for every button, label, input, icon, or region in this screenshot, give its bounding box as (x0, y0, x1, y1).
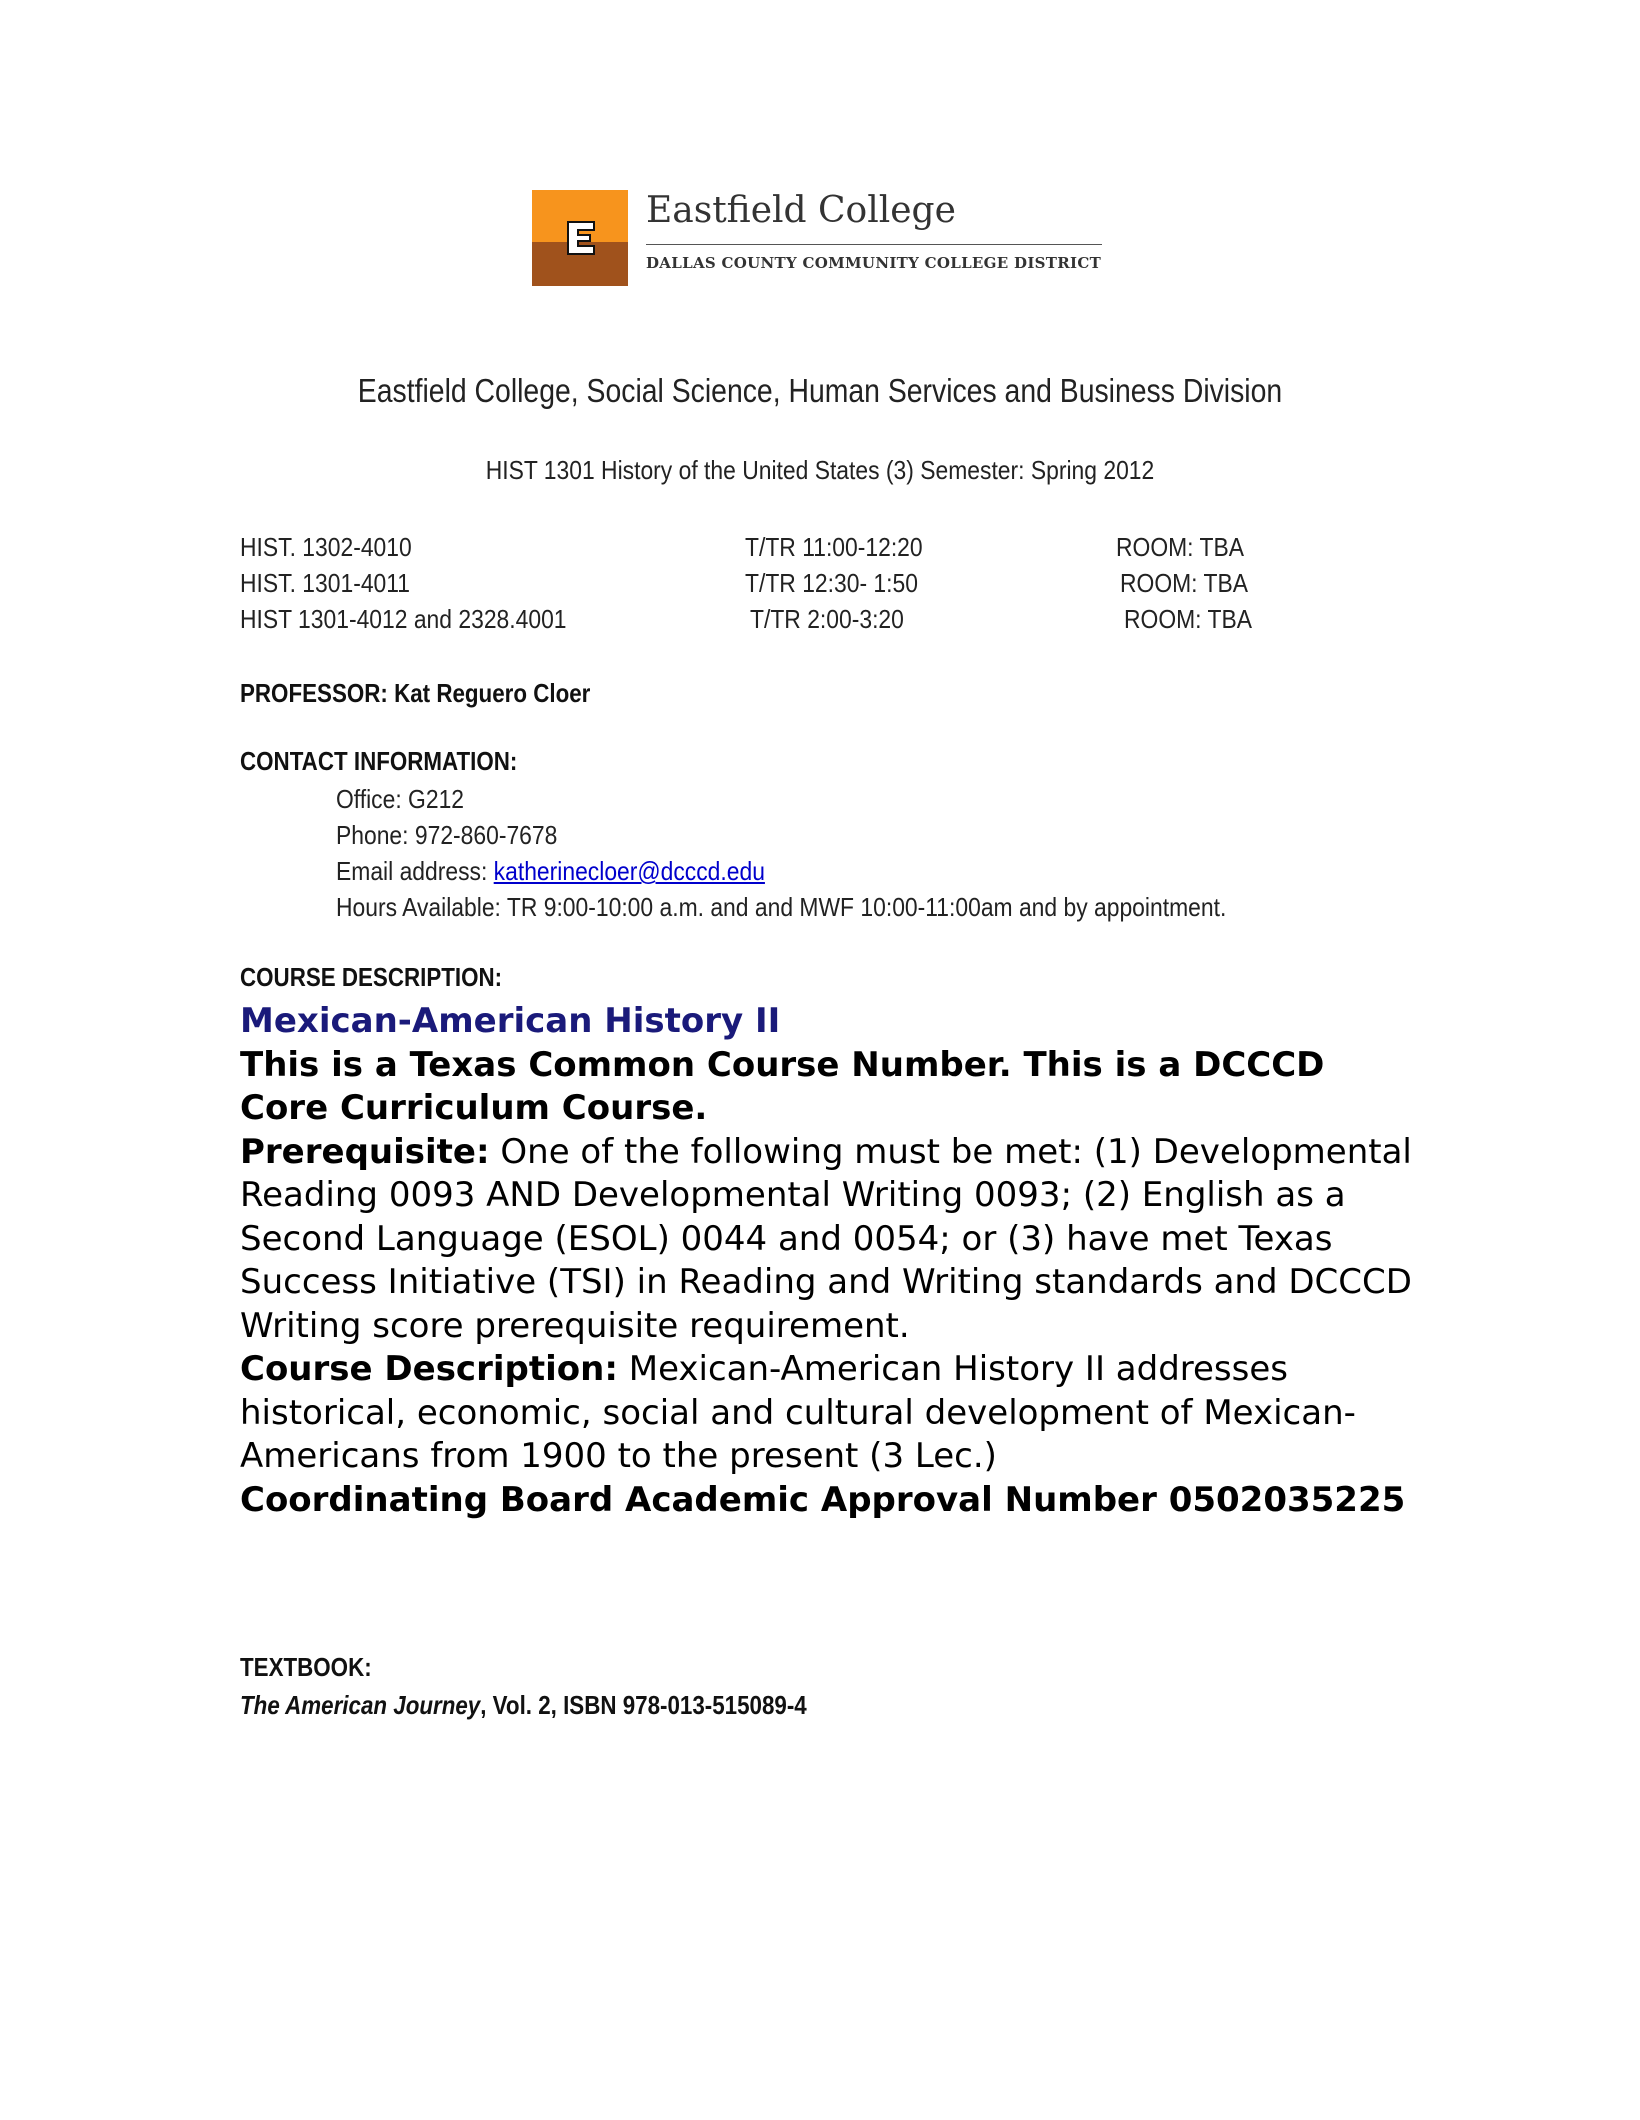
logo-district: DALLAS COUNTY COMMUNITY COLLEGE DISTRICT (646, 254, 1102, 272)
textbook-heading: TEXTBOOK: (240, 1652, 372, 1682)
section-schedule (240, 532, 1340, 640)
logo-name: Eastfield College (646, 190, 956, 231)
section-course: HIST 1301-4012 and 2328.4001 (240, 604, 567, 634)
course-semester-line: HIST 1301 History of the United States (3) Semester: Spring 2012 (485, 455, 1155, 485)
logo-divider (646, 244, 1102, 245)
email-line (336, 856, 1226, 892)
section-room: ROOM: TBA (1124, 604, 1252, 634)
section-room: ROOM: TBA (1120, 568, 1248, 598)
section-course: HIST. 1301-4011 (240, 568, 411, 598)
logo-mark-icon (532, 190, 628, 286)
prerequisite (240, 1131, 1420, 1349)
course-description-body (240, 1000, 1420, 1522)
prerequisite-text: One of the following must be met: (1) Developmental Reading 0093 AND Developmental Writing 0093; (2) English as a Second Language (ESOL) 0044 and 0054; or (3) have met Texas Success Initiative (TSI) in Reading and Writing standards and DCCCD Writing score prerequisite requirement. (240, 1131, 1412, 1346)
professor-line (240, 678, 590, 709)
course-title: Mexican-American History II (240, 1001, 781, 1041)
section-course: HIST. 1302-4010 (240, 532, 412, 562)
textbook-details: , Vol. 2, ISBN 978-013-515089-4 (480, 1690, 807, 1720)
course-description-heading: COURSE DESCRIPTION: (240, 962, 503, 992)
section-row (240, 604, 1340, 640)
description (240, 1348, 1420, 1479)
textbook-title: The American Journey (240, 1690, 481, 1720)
office: Office: G212 (336, 784, 465, 814)
textbook-line (240, 1690, 807, 1721)
section-row (240, 532, 1340, 568)
phone: Phone: 972-860-7678 (336, 820, 558, 850)
approval-number: Coordinating Board Academic Approval Number 0502035225 (240, 1479, 1406, 1520)
logo-e-glyph-icon (560, 218, 600, 258)
contact-info (336, 784, 1348, 928)
professor-name: Kat Reguero Cloer (394, 678, 591, 708)
division-title: Eastfield College, Social Science, Human Services and Business Division (357, 372, 1283, 409)
section-time: T/TR 2:00-3:20 (750, 604, 904, 634)
email-label: Email address: (336, 856, 494, 886)
section-time: T/TR 12:30- 1:50 (745, 568, 918, 598)
college-logo (532, 190, 1102, 290)
contact-heading: CONTACT INFORMATION: (240, 746, 518, 776)
core-statement: This is a Texas Common Course Number. This is a DCCCD Core Curriculum Course. (240, 1044, 1325, 1128)
description-label: Course Description: (240, 1349, 618, 1389)
section-room: ROOM: TBA (1116, 532, 1244, 562)
email-link[interactable]: katherinecloer@dcccd.edu (493, 856, 765, 886)
office-hours: Hours Available: TR 9:00-10:00 a.m. and and MWF 10:00-11:00am and by appointment. (336, 892, 1227, 922)
professor-label: PROFESSOR: (240, 678, 388, 708)
section-time: T/TR 11:00-12:20 (745, 532, 923, 562)
description-text: Mexican-American History II addresses historical, economic, social and cultural development of Mexican-Americans from 1900 to the present (3 Lec.) (240, 1349, 1356, 1476)
section-row (240, 568, 1340, 604)
prerequisite-label: Prerequisite: (240, 1131, 490, 1172)
